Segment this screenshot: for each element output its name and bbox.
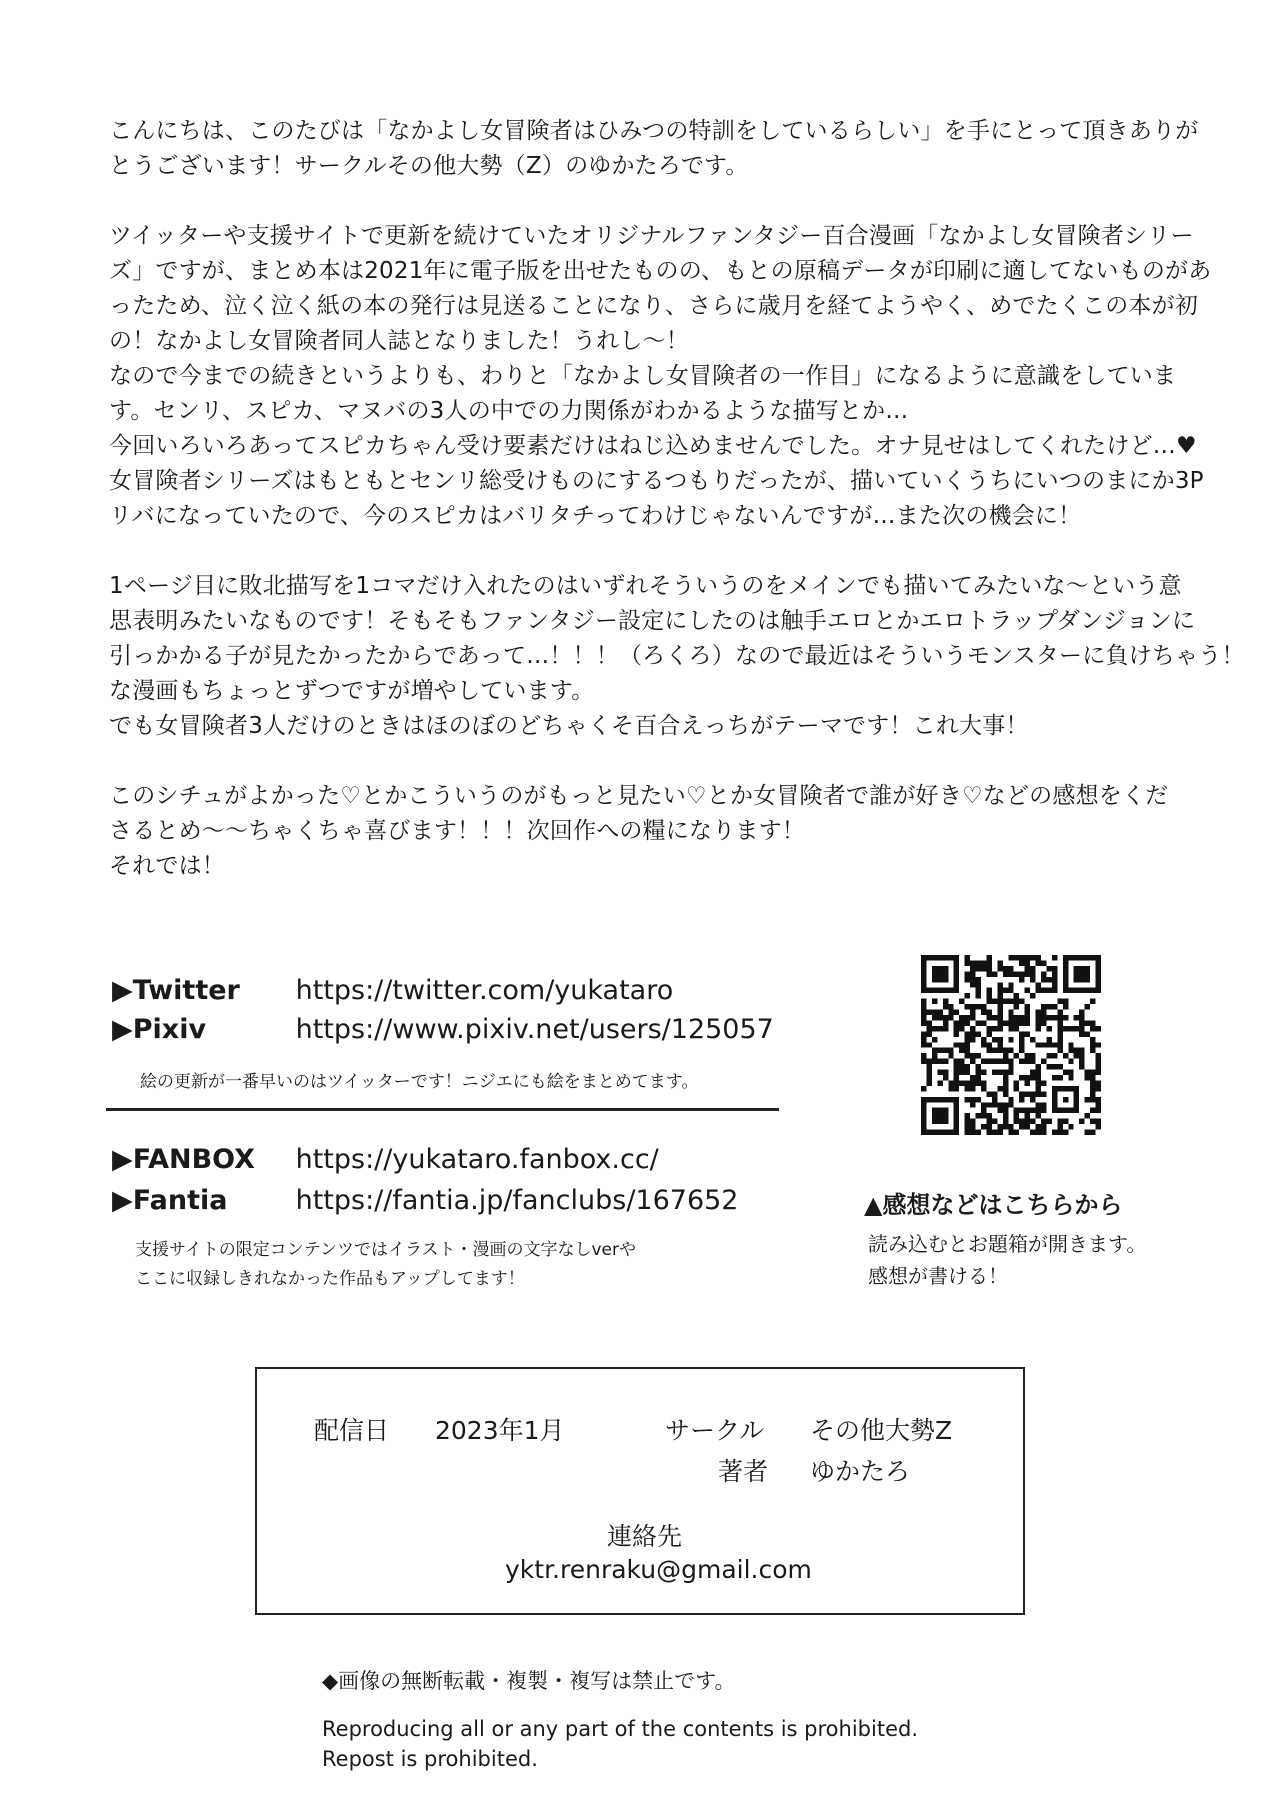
afterword-paragraph [109,569,1245,744]
support-note-line: ここに収録しきれなかった作品もアップしてます！ [135,1269,525,1289]
text-line: 1ページ目に敗北描写を1コマだけ入れたのはいずれそういうのをメインでも描いてみたいな〜という意 [109,573,1182,599]
divider [106,1108,779,1111]
twitter-label: ▶Twitter [112,975,240,1006]
author-label: 著者 [718,1457,769,1486]
text-line: ツイッターや支援サイトで更新を続けていたオリジナルファンタジー百合漫画「なかよし女冒険者シリー [109,223,1194,249]
pixiv-link-row[interactable] [112,1014,774,1045]
text-line: さるとめ〜〜ちゃくちゃ喜びます！！！次回作への糧になります！ [109,818,805,844]
author-value: ゆかたろ [810,1457,911,1486]
afterword-paragraph [109,219,1212,534]
fanbox-label: ▶FANBOX [112,1144,255,1175]
fanbox-url[interactable]: https://yukataro.fanbox.cc/ [295,1144,659,1175]
qr-note-line: 読み込むとお題箱が開きます。 [868,1232,1147,1256]
text-line: 引っかかる子が見たかったからであって…！！！（ろくろ）なので最近はそういうモンスターに負けちゃう！ [109,643,1245,669]
twitter-url[interactable]: https://twitter.com/yukataro [295,975,674,1006]
text-line: リバになっていたので、今のスピカはバリタチってわけじゃないんですが…また次の機会に！ [109,503,1082,529]
support-note-line: 支援サイトの限定コンテンツではイラスト・漫画の文字なしverや [135,1240,636,1260]
text-line: 思表明みたいなものです！そもそもファンタジー設定にしたのは触手エロとかエロトラップダンジョンに [109,608,1196,634]
en-copyright-line: Repost is prohibited. [322,1747,538,1771]
text-line: 女冒険者シリーズはもともとセンリ総受けものにするつもりだったが、描いていくうちにいつのまにか3P [109,468,1204,494]
fantia-url[interactable]: https://fantia.jp/fanclubs/167652 [295,1185,739,1216]
text-line: す。センリ、スピカ、マヌバの3人の中での力関係がわかるような描写とか… [109,398,909,424]
qr-note [868,1228,1146,1292]
twitter-link-row[interactable] [112,975,673,1006]
date-value: 2023年1月 [435,1416,565,1445]
text-line: ったため、泣く泣く紙の本の発行は見送ることになり、さらに歳月を経てようやく、めでたくこの本が初 [109,293,1199,319]
date-label: 配信日 [314,1416,390,1445]
text-line: それでは！ [109,853,225,879]
circle-value: その他大勢Z [810,1416,953,1445]
text-line: なので今までの続きというよりも、わりと「なかよし女冒険者の一作目」になるように意識をしていま [109,363,1177,389]
fantia-link-row[interactable] [112,1185,738,1216]
text-line: の！なかよし女冒険者同人誌となりました！うれし〜！ [109,328,689,354]
colophon-box [255,1367,1025,1615]
contact-email[interactable]: yktr.renraku@gmail.com [505,1555,812,1584]
text-line: このシチュがよかった♡とかこういうのがもっと見たい♡とか女冒険者で誰が好き♡などの感想をくだ [109,783,1169,809]
jp-copyright-notice: ◆画像の無断転載・複製・複写は禁止です。 [322,1669,736,1693]
text-line: とうございます！サークルその他大勢（Z）のゆかたろです。 [109,153,749,179]
pixiv-url[interactable]: https://www.pixiv.net/users/125057 [295,1014,774,1045]
text-line: な漫画もちょっとずつですが増やしています。 [109,678,595,704]
text-line: でも女冒険者3人だけのときはほのぼのどちゃくそ百合えっちがテーマです！これ大事！ [109,713,1029,739]
en-copyright-line: Reproducing all or any part of the contents is prohibited. [322,1717,918,1741]
text-line: ズ」ですが、まとめ本は2021年に電子版を出せたものの、もとの原稿データが印刷に適してないものがあ [109,258,1212,284]
links-note: 絵の更新が一番早いのはツイッターです！ニジエにも絵をまとめてます。 [140,1072,699,1092]
contact-label: 連絡先 [607,1522,683,1551]
text-line: 今回いろいろあってスピカちゃん受け要素だけはねじ込めませんでした。オナ見せはしてくれたけど…♥ [109,433,1197,459]
qr-code-icon[interactable] [921,955,1101,1135]
fanbox-link-row[interactable] [112,1144,659,1175]
support-note [135,1236,636,1294]
pixiv-label: ▶Pixiv [112,1014,207,1045]
text-line: こんにちは、このたびは「なかよし女冒険者はひみつの特訓をしているらしい」を手にとって頂きありが [109,118,1199,144]
qr-caption: ▲感想などはこちらから [864,1191,1123,1219]
circle-label: サークル [665,1416,765,1445]
afterword [109,114,1245,919]
afterword-paragraph [109,114,1199,184]
afterword-paragraph [109,779,1189,884]
fantia-label: ▶Fantia [112,1185,228,1216]
qr-note-line: 感想が書ける！ [868,1264,1008,1288]
